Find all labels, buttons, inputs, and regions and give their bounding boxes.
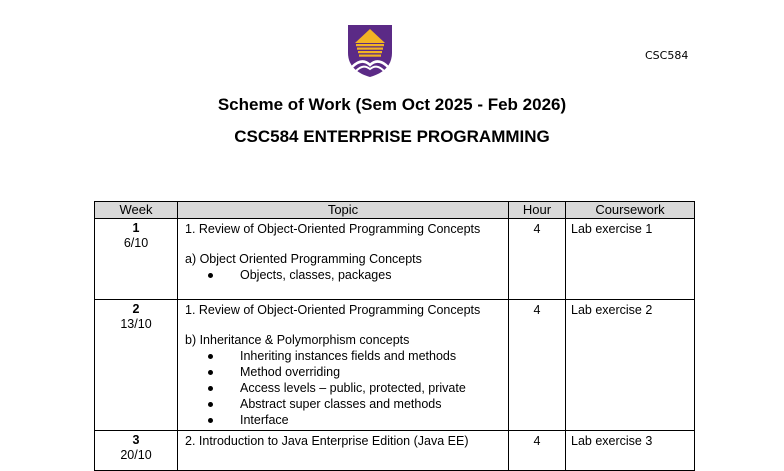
list-item: Access levels – public, protected, private [205,380,502,396]
hour-cell: 4 [509,431,566,471]
week-number: 2 [132,302,140,316]
list-item: Interface [205,412,502,428]
university-crest-icon [345,23,395,78]
header-week: Week [95,202,178,219]
topic-heading: 1. Review of Object-Oriented Programming Concepts [185,222,481,236]
topic-heading: 1. Review of Object-Oriented Programming Concepts [185,303,481,317]
header-topic: Topic [178,202,509,219]
topic-subheading: b) Inheritance & Polymorphism concepts [185,333,410,347]
week-date: 6/10 [123,236,149,250]
topic-cell [178,219,509,300]
topic-bullet-list [185,267,502,283]
coursework-cell: Lab exercise 2 [566,300,695,431]
course-title: CSC584 ENTERPRISE PROGRAMMING [234,127,550,146]
week-number: 3 [132,433,140,447]
week-date: 13/10 [120,317,152,331]
list-item: Inheriting instances fields and methods [205,348,502,364]
page-title: Scheme of Work (Sem Oct 2025 - Feb 2026) [217,95,567,114]
coursework-cell: Lab exercise 3 [566,431,695,471]
coursework-cell: Lab exercise 1 [566,219,695,300]
header-coursework: Coursework [566,202,695,219]
list-item: Abstract super classes and methods [205,396,502,412]
topic-bullet-list [185,348,502,428]
course-code: CSC584 [645,49,689,62]
header-hour: Hour [509,202,566,219]
topic-subheading: a) Object Oriented Programming Concepts [185,252,422,266]
list-item: Objects, classes, packages [205,267,502,283]
hour-cell: 4 [509,300,566,431]
week-cell [95,300,178,431]
week-number: 1 [132,221,140,235]
table-row [95,431,695,471]
hour-cell: 4 [509,219,566,300]
topic-heading: 2. Introduction to Java Enterprise Edition (Java EE) [185,434,469,448]
table-row [95,300,695,431]
table-row [95,219,695,300]
topic-cell [178,431,509,471]
week-cell [95,219,178,300]
week-cell [95,431,178,471]
scheme-of-work-table [94,201,695,471]
table-header-row [95,202,695,219]
week-date: 20/10 [120,448,152,462]
list-item: Method overriding [205,364,502,380]
topic-cell [178,300,509,431]
